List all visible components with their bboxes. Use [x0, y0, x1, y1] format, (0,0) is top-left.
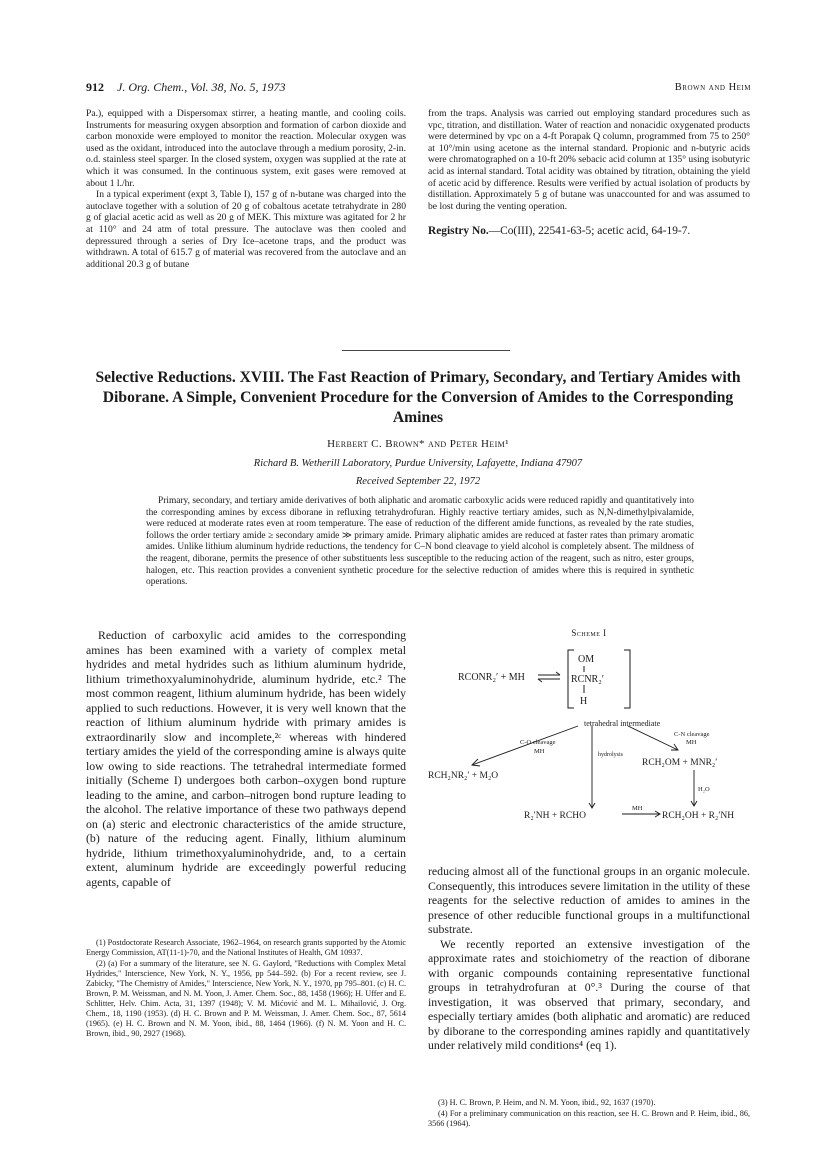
article-affiliation: Richard B. Wetherill Laboratory, Purdue University, Lafayette, Indiana 47907 — [253, 458, 583, 469]
registry-numbers — [428, 224, 750, 238]
scheme-diagram — [428, 640, 750, 840]
paragraph: reducing almost all of the functional groups in an organic molecule. Consequently, this introduces severe limitation in the utility of these reagents for the selective reduction of amides to amines in the presence of other reducible functional groups in a multifunctional substrate. — [428, 864, 750, 936]
mh-label-right: MH — [686, 739, 697, 746]
equilibrium-arrow — [538, 672, 560, 682]
journal-citation: J. Org. Chem., Vol. 38, No. 5, 1973 — [117, 80, 286, 94]
scheme-title: Scheme I — [571, 628, 607, 638]
article-authors: Herbert C. Brown* and Peter Heim¹ — [327, 438, 509, 450]
intermediate-h: H — [580, 696, 588, 707]
footnotes-left — [86, 938, 406, 1040]
paragraph: In a typical experiment (expt 3, Table I), 157 g of n-butane was charged into the autoclave together with a solution of 20 g of cobaltous acetate tetrahydrate in 280 g of glacial acetic acid as well as 20 g of MEK. This mixture was agitated for 2 hr at 110° and 24 atm of total pressure. The autoclave was then cooled and depressured through a series of Dry Ice–acetone traps, and the product was withdrawn. A total of 615.7 g of material was recovered from the autoclave and an additional 20.3 g of butane — [86, 189, 406, 270]
footnote-3: (3) H. C. Brown, P. Heim, and N. M. Yoon, ibid., 92, 1637 (1970). — [438, 1098, 656, 1107]
h2o-label: H₂O — [698, 786, 710, 793]
body-left-column — [86, 628, 406, 889]
article-title: Selective Reductions. XVIII. The Fast Reaction of Primary, Secondary, and Tertiary Amides with Diborane. A Simple, Convenient Procedure for the Conversion of Amides to the Corresponding Amines — [95, 369, 741, 426]
bottom-left-products: R₂′NH + RCHO — [524, 811, 586, 821]
amine-product: RCH₂NR₂′ + M₂O — [428, 771, 499, 781]
received-date: Received September 22, 1972 — [355, 476, 481, 487]
previous-article-right-column — [428, 108, 750, 238]
intermediate-carbon: RCNR₂′ — [571, 674, 604, 685]
footnotes-right — [428, 1098, 750, 1130]
running-title: Brown and Heim — [674, 82, 751, 93]
co-cleavage-label: C-O cleavage — [520, 739, 556, 746]
registry-label: Registry No. — [428, 225, 489, 238]
intermediate-om: OM — [578, 654, 595, 665]
paragraph: from the traps. Analysis was carried out employing standard procedures such as vpc, titration, and distillation. Water of reaction and nonacidic oxygenated products were determined by vpc on a 4-ft Porapak Q column, programmed from 75 to 250° at 10°/min using acetone as the internal standard. Propionic and n-butyric acids were chromatographed on a 10-ft 20% sebacic acid column at 135° using isobutyric acid as internal standard. Total acidity was obtained by titration, obtaining the yield of acetic acid by difference. Results were verified by actual isolation of products by distillation. Approximately 5 g of butane was unaccounted for and was assumed to be lost during the venting operation. — [428, 108, 750, 212]
hydrolysis-label: hydrolysis — [598, 752, 624, 758]
paragraph: Pa.), equipped with a Dispersomax stirrer, a heating mantle, and cooling coils. Instruments for measuring oxygen absorption and formation of carbon dioxide and carbon monoxide were employed to monitor the reaction. Molecular oxygen was used as the oxidant, introduced into the autoclave through a medium porosity, 2-in. o.d. stainless steel sparger. In the closed system, oxygen was supplied at the rate at which it was consumed. In the continuous system, exit gases were removed at about 1 l./hr. — [86, 108, 406, 189]
scheme-reactant: RCONR₂′ + MH — [458, 672, 525, 683]
paragraph: Reduction of carboxylic acid amides to the corresponding amines has been examined with a variety of complex metal hydrides and metal hydrides such as lithium aluminum hydride, lithium trimethoxyaluminohydride, aluminum hydride, etc.² The most common reagent, lithium aluminum hydride, has been widely applied to such reductions. However, it is very well known that the reaction of lithium aluminum hydride with primary amides is extraordinarily slow and incomplete,²ᶜ whereas with hindered tertiary amides the yield of the corresponding amine is always quite low owing to side reactions. The tetrahedral intermediate formed initially (Scheme I) undergoes both carbon–oxygen bond rupture leading to the amine, and carbon–nitrogen bond rupture leading to the alcohol. The relative importance of these two pathways depend on (a) steric and electronic characteristics of the amide structure, (b) nature of the reducing agent. Finally, lithium aluminum hydride, lithium trimethoxyaluminohydride, and, to a certain extent, aluminum hydride are exceedingly powerful reducing agents, capable of — [86, 628, 406, 889]
mh-label-left: MH — [534, 748, 545, 755]
page-number: 912 — [86, 80, 104, 94]
intermediate-label: tetrahedral intermediate — [584, 719, 661, 728]
footnote-1: (1) Postdoctorate Research Associate, 1962–1964, on research grants supported by the Atomic Energy Commission, AT(11-1)-70, and the National Institutes of Health, GM 10937. — [86, 938, 406, 957]
running-header-left — [86, 80, 286, 95]
bottom-right-products: RCH₂OH + R₂′NH — [662, 811, 735, 821]
footnote-4: (4) For a preliminary communication on this reaction, see H. C. Brown and P. Heim, ibid., 86, 3566 (1964). — [428, 1109, 750, 1128]
footnote-2: (2) (a) For a summary of the literature, see N. G. Gaylord, "Reductions with Complex Metal Hydrides," Interscience, New York, N. Y., 1956, pp 544–592. (b) For a recent review, see J. Zabicky, "The Chemistry of Amides," Interscience, New York, N. Y., 1970, pp 795–801. (c) H. C. Brown, P. M. Weissman, and N. M. Yoon, J. Amer. Chem. Soc., 88, 1458 (1966); H. Uffer and E. Schlitter, Helv. Chim. Acta, 31, 1397 (1948); V. M. Mićović and M. L. Mihailović, J. Org. Chem., 18, 1190 (1953). (d) H. C. Brown and P. M. Weissman, J. Amer. Chem. Soc., 87, 5614 (1965). (e) H. C. Brown and N. M. Yoon, ibid., 88, 1464 (1966). (f) N. M. Yoon and H. C. Brown, ibid., 90, 2927 (1968). — [86, 959, 406, 1038]
cn-cleavage-arrow — [628, 726, 678, 750]
cn-product: RCH₂OM + MNR₂′ — [642, 758, 718, 768]
article-separator-rule — [342, 350, 510, 351]
registry-text: —Co(III), 22541-63-5; acetic acid, 64-19-7. — [488, 225, 691, 238]
cn-cleavage-label: C-N cleavage — [674, 731, 710, 738]
paragraph: We recently reported an extensive investigation of the approximate rates and stoichiometry of the reaction of diborane with organic compounds containing representative functional groups in tetrahydrofuran at 0°.³ During the course of that investigation, it was observed that primary, secondary, and especially tertiary amides (both aliphatic and aromatic) are reduced by diborane to the corresponding amines rapidly and quantitatively under relatively mild conditions⁴ (eq 1). — [428, 936, 750, 1052]
abstract: Primary, secondary, and tertiary amide derivatives of both aliphatic and aromatic carboxylic acids were reduced rapidly and quantitatively into the corresponding amines by excess diborane in refluxing tetrahydrofuran. Highly reactive tertiary amides, such as N,N-dimethylpivalamide, were reduced at moderate rates even at room temperature. The ease of reduction of the different amide functions, as revealed by the rate studies, follows the order tertiary amide ≥ secondary amide ≫ primary amide. Primary aliphatic amides are reduced at faster rates than primary aromatic amides. Unlike lithium aluminum hydride reductions, the tendency for C–N bond cleavage to yield alcohol is completely absent. The mildness of the reagent, diborane, permits the presence of other substituents less susceptible to the reducing action of the reagent, such as nitro, ester groups, halogen, etc. This reaction provides a convenient synthetic procedure for the selective reduction of amides where this is required in synthetic operations. — [146, 496, 694, 588]
body-right-column — [428, 864, 750, 1053]
previous-article-left-column — [86, 108, 406, 270]
mh-label-bottom: MH — [632, 805, 643, 812]
